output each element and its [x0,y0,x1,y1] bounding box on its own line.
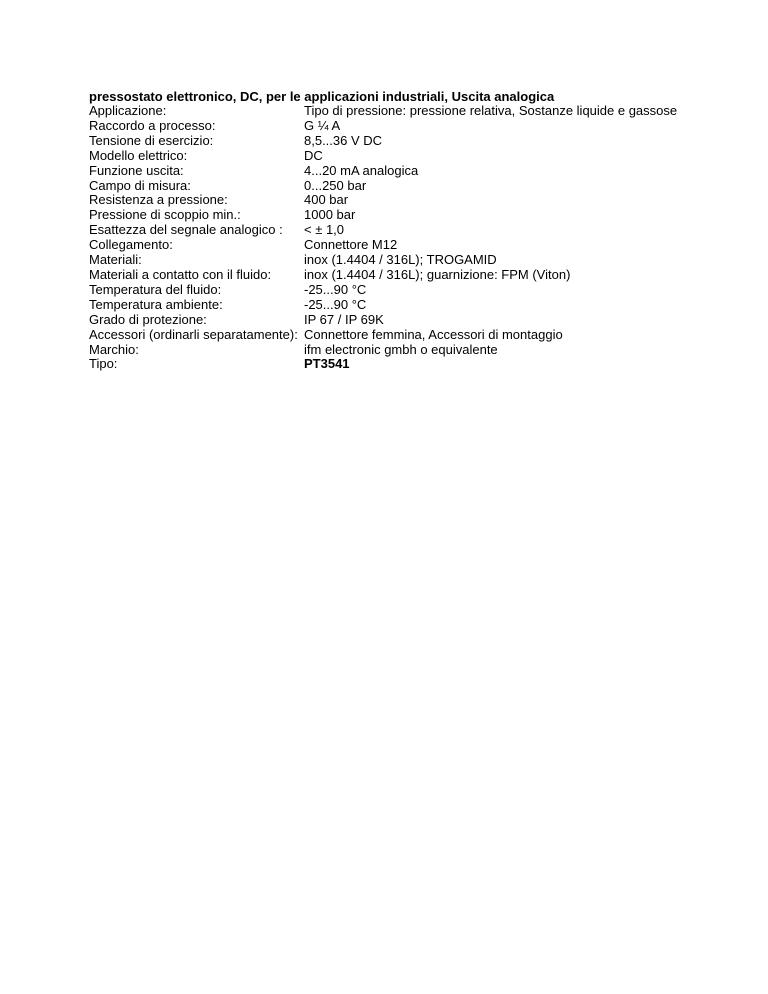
spec-label: Funzione uscita: [89,162,184,178]
spec-sheet [89,89,689,372]
spec-value: 400 bar [304,192,349,208]
spec-value: inox (1.4404 / 316L); TROGAMID [304,252,497,268]
spec-row-tensione [89,134,677,149]
spec-label: Temperatura ambiente: [89,296,223,312]
spec-row-resistenza [89,193,677,208]
spec-row-modello [89,149,677,164]
spec-value: 0...250 bar [304,177,367,193]
spec-label: Collegamento: [89,237,173,253]
spec-row-grado-protezione [89,313,677,328]
spec-value: -25...90 °C [304,296,367,312]
spec-value: 1000 bar [304,207,356,223]
spec-row-collegamento [89,238,677,253]
spec-label: Modello elettrico: [89,147,188,163]
spec-label: Resistenza a pressione: [89,192,228,208]
spec-row-campo-misura [89,179,677,194]
product-code: PT3541 [304,356,350,372]
spec-row-accessori [89,328,677,343]
spec-table [89,104,677,372]
spec-value: DC [304,147,323,163]
spec-value: ifm electronic gmbh o equivalente [304,341,498,357]
spec-label: Marchio: [89,341,139,357]
document-title: pressostato elettronico, DC, per le applicazioni industriali, Uscita analogica [89,89,555,104]
spec-row-tipo [89,357,677,372]
spec-value: 4...20 mA analogica [304,162,419,178]
spec-row-applicazione [89,104,677,119]
spec-value: Connettore M12 [304,237,398,253]
spec-label: Tensione di esercizio: [89,132,214,148]
spec-row-materiali-fluido [89,268,677,283]
spec-label: Temperatura del fluido: [89,281,222,297]
spec-value: IP 67 / IP 69K [304,311,384,327]
spec-row-funzione-uscita [89,164,677,179]
spec-label: Esattezza del segnale analogico : [89,222,283,238]
spec-row-esattezza [89,223,677,238]
spec-label: Campo di misura: [89,177,191,193]
spec-row-temperatura-fluido [89,283,677,298]
spec-label: Pressione di scoppio min.: [89,207,241,223]
spec-row-scoppio [89,208,677,223]
spec-label: Accessori (ordinarli separatamente): [89,326,298,342]
spec-row-temperatura-ambiente [89,298,677,313]
spec-label: Materiali: [89,252,142,268]
spec-value: Tipo di pressione: pressione relativa, Sostanze liquide e gassose [304,103,678,118]
spec-label: Materiali a contatto con il fluido: [89,266,272,282]
spec-label: Tipo: [89,356,118,372]
spec-value: < ± 1,0 [304,222,345,238]
spec-value: inox (1.4404 / 316L); guarnizione: FPM (Viton) [304,266,571,282]
spec-label: Applicazione: [89,103,167,118]
spec-row-materiali [89,253,677,268]
spec-value: G ¼ A [304,117,341,133]
spec-value: -25...90 °C [304,281,367,297]
spec-value: 8,5...36 V DC [304,132,383,148]
spec-row-marchio [89,343,677,358]
spec-row-raccordo [89,119,677,134]
spec-label: Grado di protezione: [89,311,207,327]
spec-label: Raccordo a processo: [89,117,216,133]
spec-value: Connettore femmina, Accessori di montaggio [304,326,563,342]
